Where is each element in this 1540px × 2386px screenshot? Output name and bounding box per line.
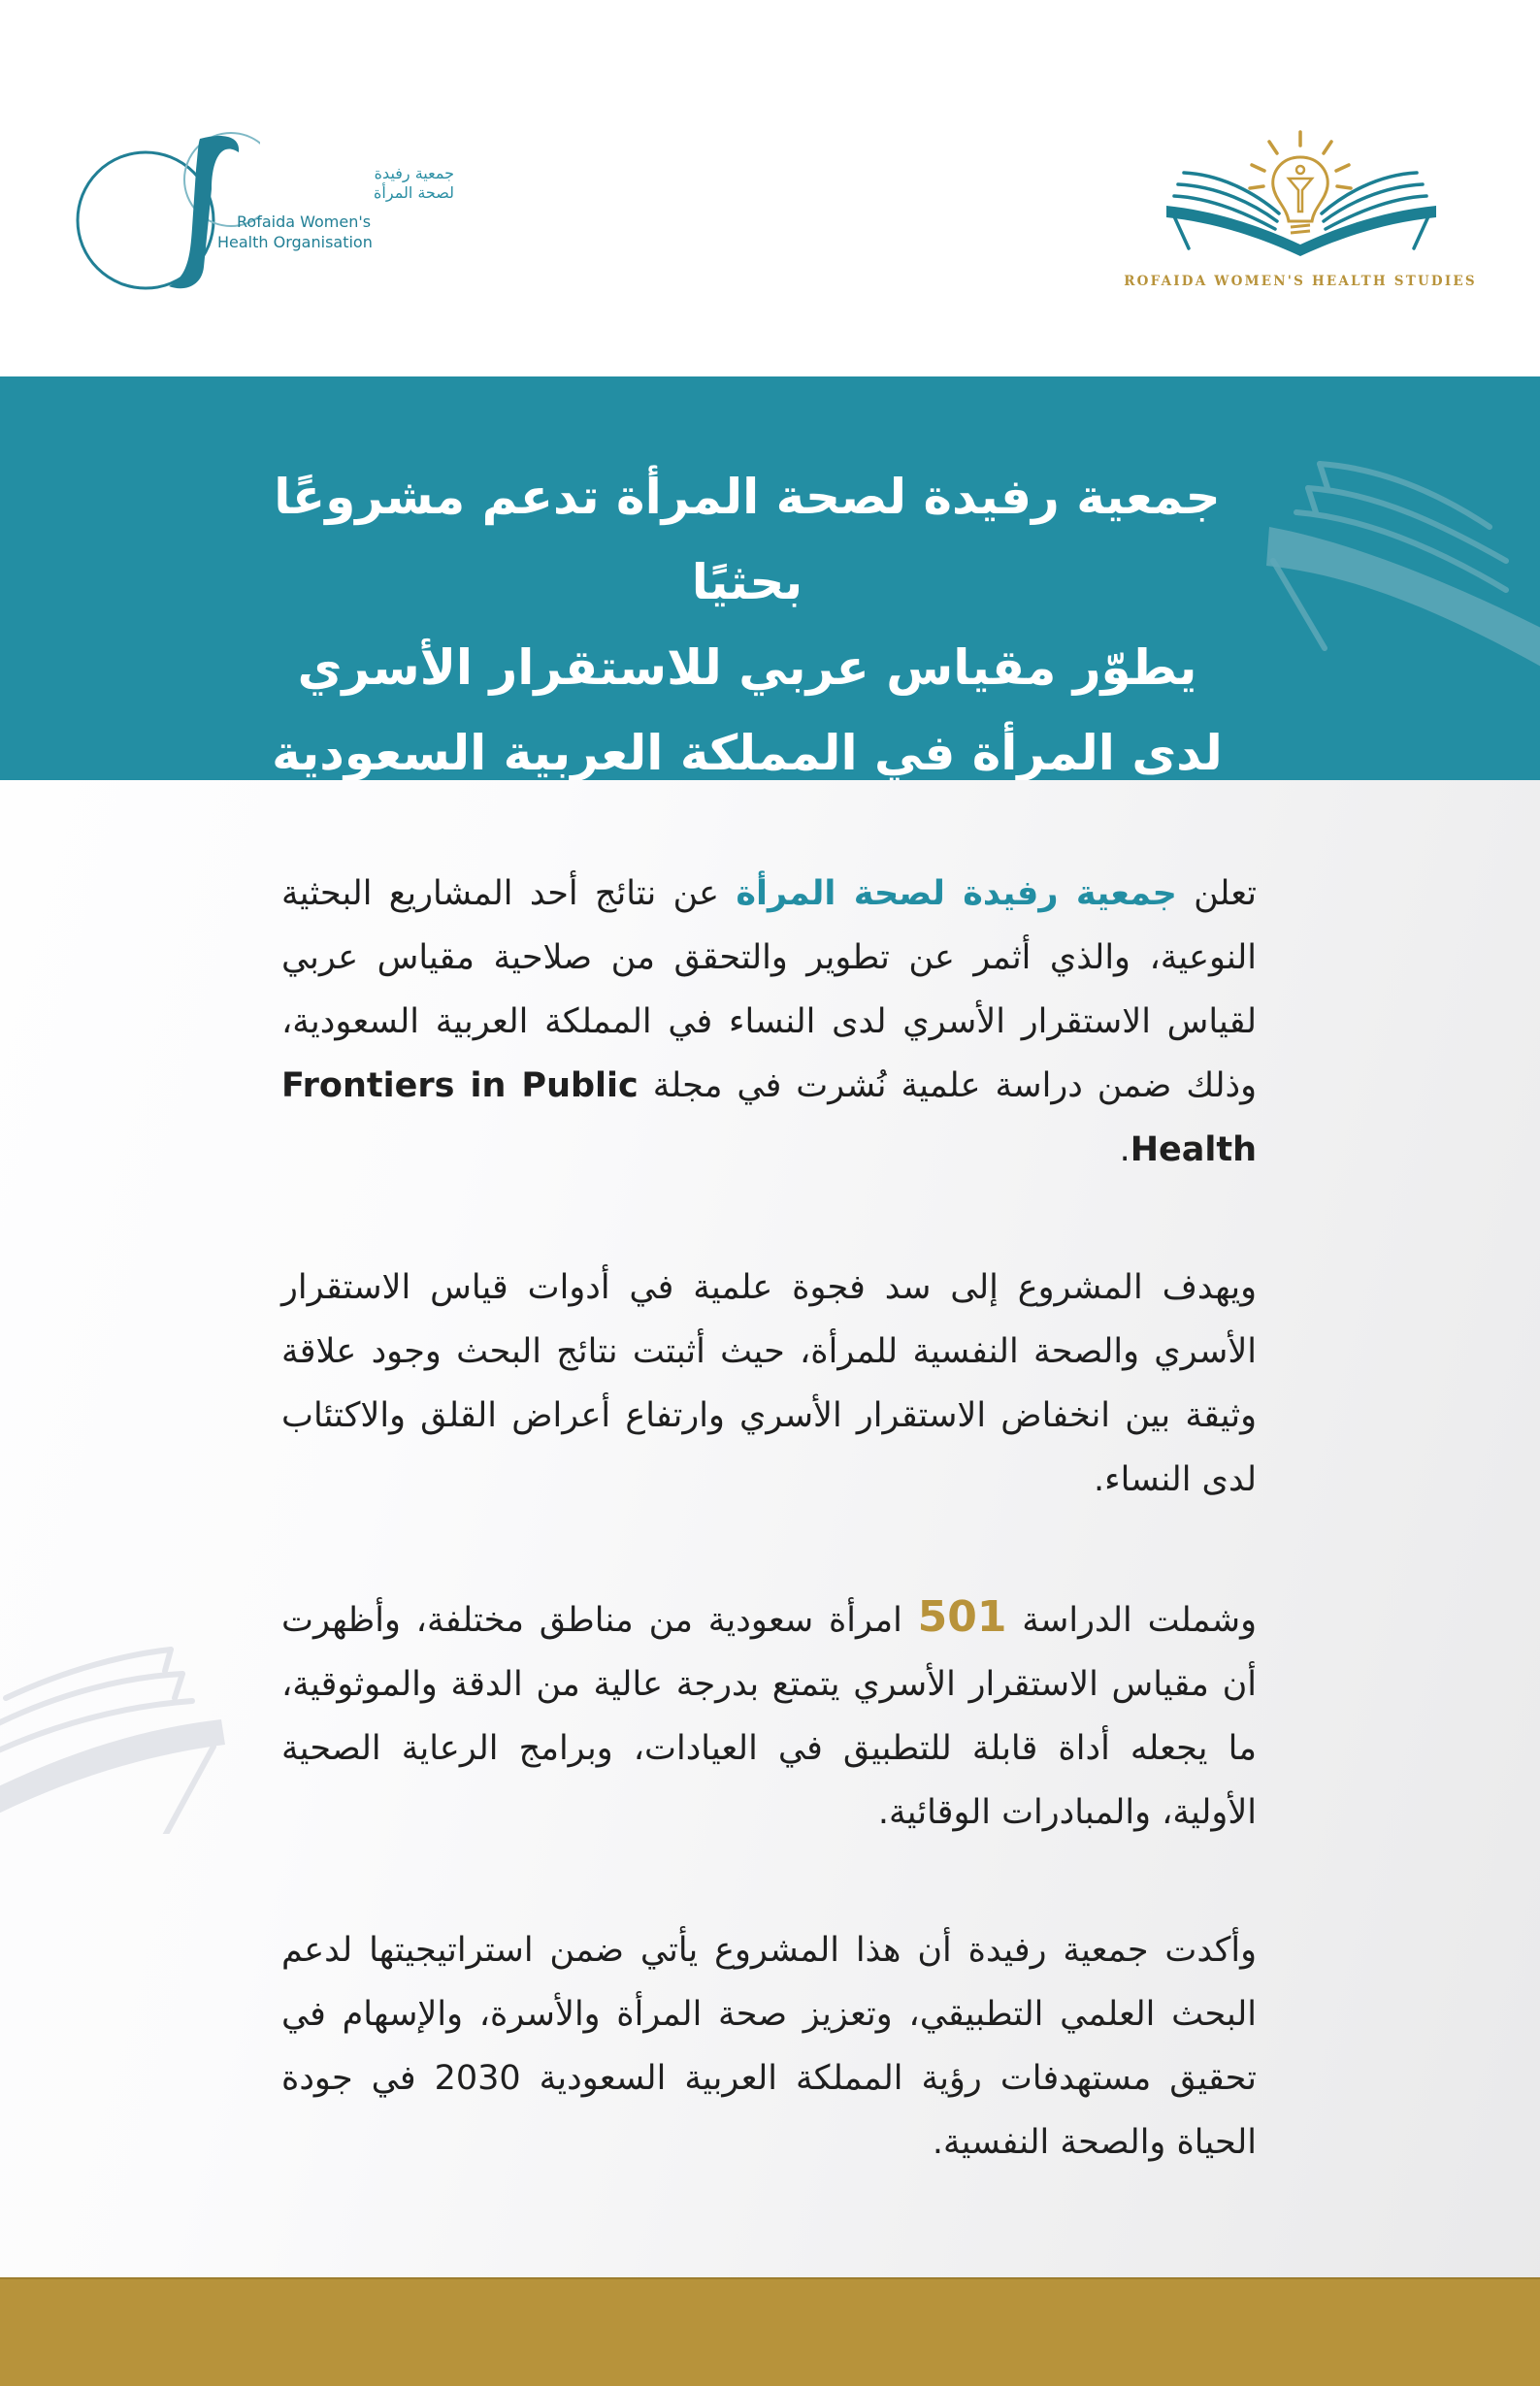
womens-health-studies-logo — [1116, 116, 1485, 301]
title-line-2: يطوّر مقياس عربي للاستقرار الأسري — [297, 639, 1197, 696]
title-line-3: لدى المرأة في المملكة العربية السعودية — [272, 725, 1223, 780]
logo-tagline: ROFAIDA WOMEN'S HEALTH STUDIES — [1124, 274, 1477, 289]
participants-count: 501 — [917, 1592, 1007, 1642]
logo-arabic-name: جمعية رفيدة لصحة المرأة — [374, 164, 454, 202]
title-banner — [0, 376, 1540, 780]
journal-name: Frontiers in Public Health — [281, 1066, 1257, 1169]
header — [0, 0, 1540, 376]
logo-english-name: Rofaida Women's Health Organisation — [217, 212, 373, 251]
paragraph-1: تعلن جمعية رفيدة لصحة المرأة عن نتائج أحد المشاريع البحثية النوعية، والذي أثمر عن تطوير والتحقق من صلاحية مقياس عربي لقياس الاستقرار الأسري لدى النساء في المملكة العربية السعودية، وذلك ضمن دراسة علمية نُشرت في مجلة Frontiers in Public Health. — [281, 874, 1258, 1169]
paragraph-2: ويهدف المشروع إلى سد فجوة علمية في أدوات قياس الاستقرار الأسري والصحة النفسية للمرأة، حيث أثبتت نتائج البحث وجود علاقة وثيقة بين انخفاض الاستقرار الأسري وارتفاع أعراض القلق والاكتئاب لدى النساء. — [281, 1268, 1257, 1499]
book-watermark-left-icon — [0, 1562, 233, 1834]
paragraph-4: وأكدت جمعية رفيدة أن هذا المشروع يأتي ضمن استراتيجيتها لدعم البحث العلمي التطبيقي، وتعزيز صحة المرأة والأسرة، والإسهام في تحقيق مستهدفات رؤية المملكة العربية السعودية 2030 في جودة الحياة والصحة النفسية. — [281, 1931, 1258, 2162]
article-body — [281, 862, 1257, 2248]
book-watermark-icon — [1252, 435, 1540, 726]
title-line-1: جمعية رفيدة لصحة المرأة تدعم مشروعًا بحثيًا — [274, 469, 1221, 610]
paragraph-3: وشملت الدراسة 501 امرأة سعودية من مناطق مختلفة، وأظهرت أن مقياس الاستقرار الأسري يتمتع بدرجة عالية من الدقة والموثوقية، ما يجعله أداة قابلة للتطبيق في العيادات، وبرامج الرعاية الصحية الأولية، والمبادرات الوقائية. — [281, 1592, 1257, 1832]
book-lightbulb-icon — [1155, 124, 1446, 260]
rofaida-organisation-logo — [76, 131, 454, 296]
banner-title — [243, 454, 1252, 780]
organisation-name-highlight: جمعية رفيدة لصحة المرأة — [736, 874, 1177, 913]
footer-bar — [0, 2277, 1540, 2386]
